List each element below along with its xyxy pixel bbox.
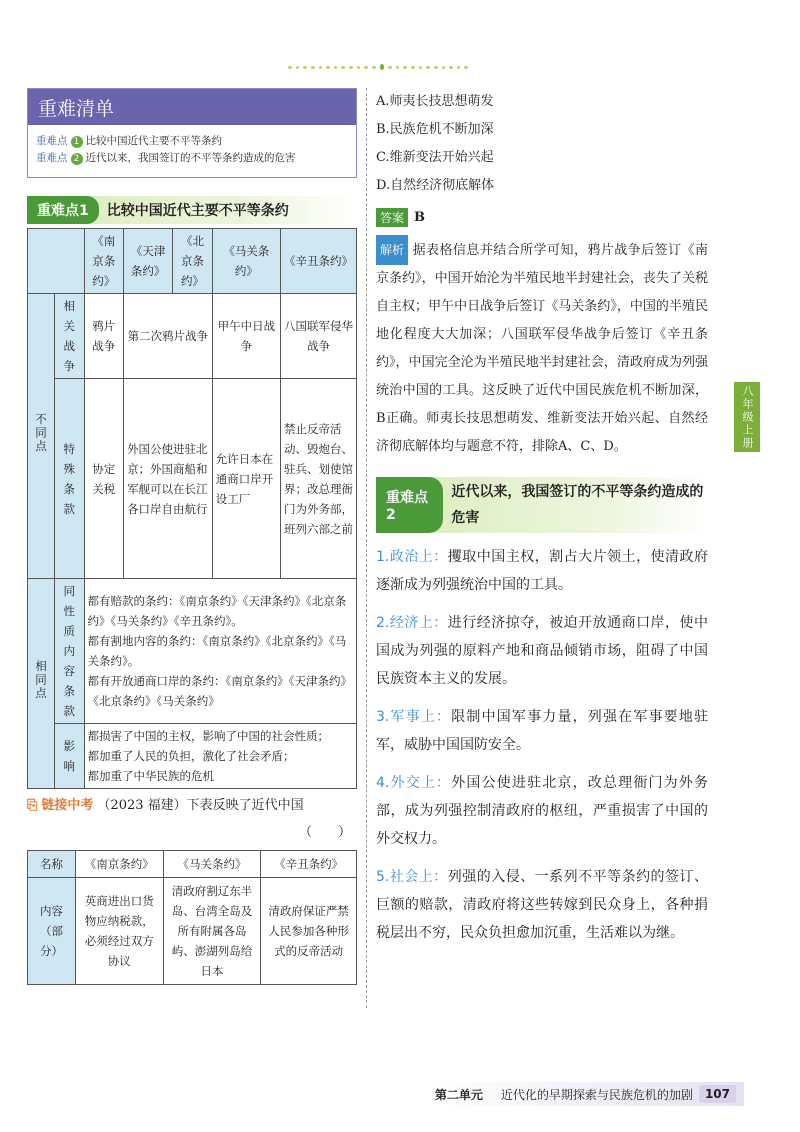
- table-row: 相同点 同性质内容条款 都有赔款的条约：《南京条约》《天津条约》《北京条约》《马关条约》《辛丑条约》。 都有割地内容的条约：《南京条约》《北京条约》《马关条约》。 都有开放通商口岸的条约：《南京条约》《天津条约》《北京条约》《马关条约》: [28, 579, 357, 724]
- key-point-badge: 重难点2: [376, 477, 443, 533]
- key-point-title: 近代以来，我国签订的不平等条约造成的危害: [451, 484, 704, 526]
- list-item: 4.外交上：外国公使进驻北京，改总理衙门为外务部，成为列强控制清政府的枢纽，严重损害了中国的外交权力。: [376, 775, 709, 847]
- list-item: 5.社会上：列强的入侵、一系列不平等条约的签订、巨额的赔款，清政府将这些转嫁到民众身上，各种捐税层出不穷，民众负担愈加沉重，生活难以为继。: [376, 869, 709, 941]
- answer-paren: （ ）: [298, 825, 351, 840]
- table-row: 名称 《南京条约》 《马关条约》 《辛丑条约》: [28, 851, 357, 878]
- group-label-same: 相同点: [34, 660, 48, 701]
- grade-side-tab: 八年级上册: [734, 382, 760, 452]
- footer-unit: 第二单元: [434, 1087, 483, 1102]
- summary-item: 重难点 2 近代以来，我国签订的不平等条约造成的危害: [36, 152, 296, 164]
- right-column: [376, 88, 708, 947]
- option-a: A.师夷长技思想萌发: [376, 94, 494, 109]
- footer-title: 近代化的早期探索与民族危机的加剧: [500, 1087, 693, 1102]
- question-stem: （2023 福建）下表反映了近代中国: [97, 798, 304, 813]
- table-row: 特殊条款 协定关税 外国公使进驻北京；外国商船和军舰可以在长江各口岸自由航行 允许日本在通商口岸开设工厂 禁止反帝活动、毁炮台、驻兵、划使馆界；改总理衙门为外务部，班列六部之前: [28, 379, 357, 579]
- key-point-2-heading: [376, 477, 708, 533]
- analysis-paragraph: [376, 235, 708, 461]
- exam-link: [27, 795, 357, 817]
- link-icon: ⎘: [27, 798, 38, 813]
- summary-list: [28, 125, 356, 177]
- link-tag: 链接中考: [41, 798, 94, 813]
- key-point-1-heading: [27, 196, 357, 224]
- table-row: 内容（部分） 英商进出口货物应纳税款，必须经过双方协议 清政府割辽东半岛、台湾全岛及所有附属各岛屿、澎湖列岛给日本 清政府保证严禁人民参加各种形式的反帝活动: [28, 878, 357, 985]
- table-row: 不同点 相关战争 鸦片战争 第二次鸦片战争 甲午中日战争 八国联军侵华战争: [28, 294, 357, 379]
- treaty-comparison-table: [27, 228, 357, 789]
- option-c: C.维新变法开始兴起: [376, 150, 494, 165]
- group-label-diff: 不同点: [34, 412, 48, 454]
- answer-line: [376, 208, 708, 227]
- page-number: 107: [699, 1085, 736, 1103]
- list-item: 2.经济上：进行经济掠夺，被迫开放通商口岸，使中国成为列强的原料产地和商品倾销市场，阻碍了中国民族资本主义的发展。: [376, 615, 709, 687]
- answer-tag: 答案: [376, 208, 408, 227]
- key-point-title: 比较中国近代主要不平等条约: [106, 203, 289, 219]
- column-divider: [366, 88, 367, 1008]
- summary-box: [27, 88, 357, 178]
- analysis-tag: 解析: [376, 235, 408, 265]
- key-point-badge: 重难点1: [27, 196, 99, 224]
- left-column: [27, 88, 357, 985]
- summary-title: 重难清单: [28, 89, 356, 125]
- summary-item: 重难点 1 比较中国近代主要不平等条约: [36, 135, 222, 147]
- answer-value: B: [414, 210, 426, 225]
- question-table: [27, 850, 357, 985]
- option-b: B.民族危机不断加深: [376, 122, 494, 137]
- number-badge-icon: 2: [71, 153, 83, 165]
- table-row: 影响 都损害了中国的主权，影响了中国的社会性质； 都加重了人民的负担，激化了社会矛盾； 都加重了中华民族的危机: [28, 724, 357, 789]
- list-item: 1.政治上：攫取中国主权，割占大片领土，使清政府逐渐成为列强统治中国的工具。: [376, 549, 709, 593]
- analysis-text: 据表格信息并结合所学可知，鸦片战争后签订《南京条约》，中国开始沦为半殖民地半封建社会，丧失了关税自主权；甲午中日战争后签订《马关条约》，中国的半殖民地化程度大大加深；八国联军侵华战争后签订《辛丑条约》，中国完全沦为半殖民地半封建社会，清政府成为列强统治中国的工具。这反映了近代中国民族危机不断加深，B正确。师夷长技思想萌发、维新变法开始兴起、自然经济彻底解体均与题意不符，排除A、C、D。: [376, 243, 708, 454]
- list-item: 3.军事上：限制中国军事力量，列强在军事要地驻军，威胁中国国防安全。: [376, 709, 709, 753]
- page-footer: [427, 1082, 744, 1106]
- option-d: D.自然经济彻底解体: [376, 178, 495, 193]
- number-badge-icon: 1: [71, 136, 83, 148]
- table-row: 《南京条约》 《天津条约》 《北京条约》 《马关条约》 《辛丑条约》: [28, 229, 357, 294]
- top-decoration: [288, 64, 468, 70]
